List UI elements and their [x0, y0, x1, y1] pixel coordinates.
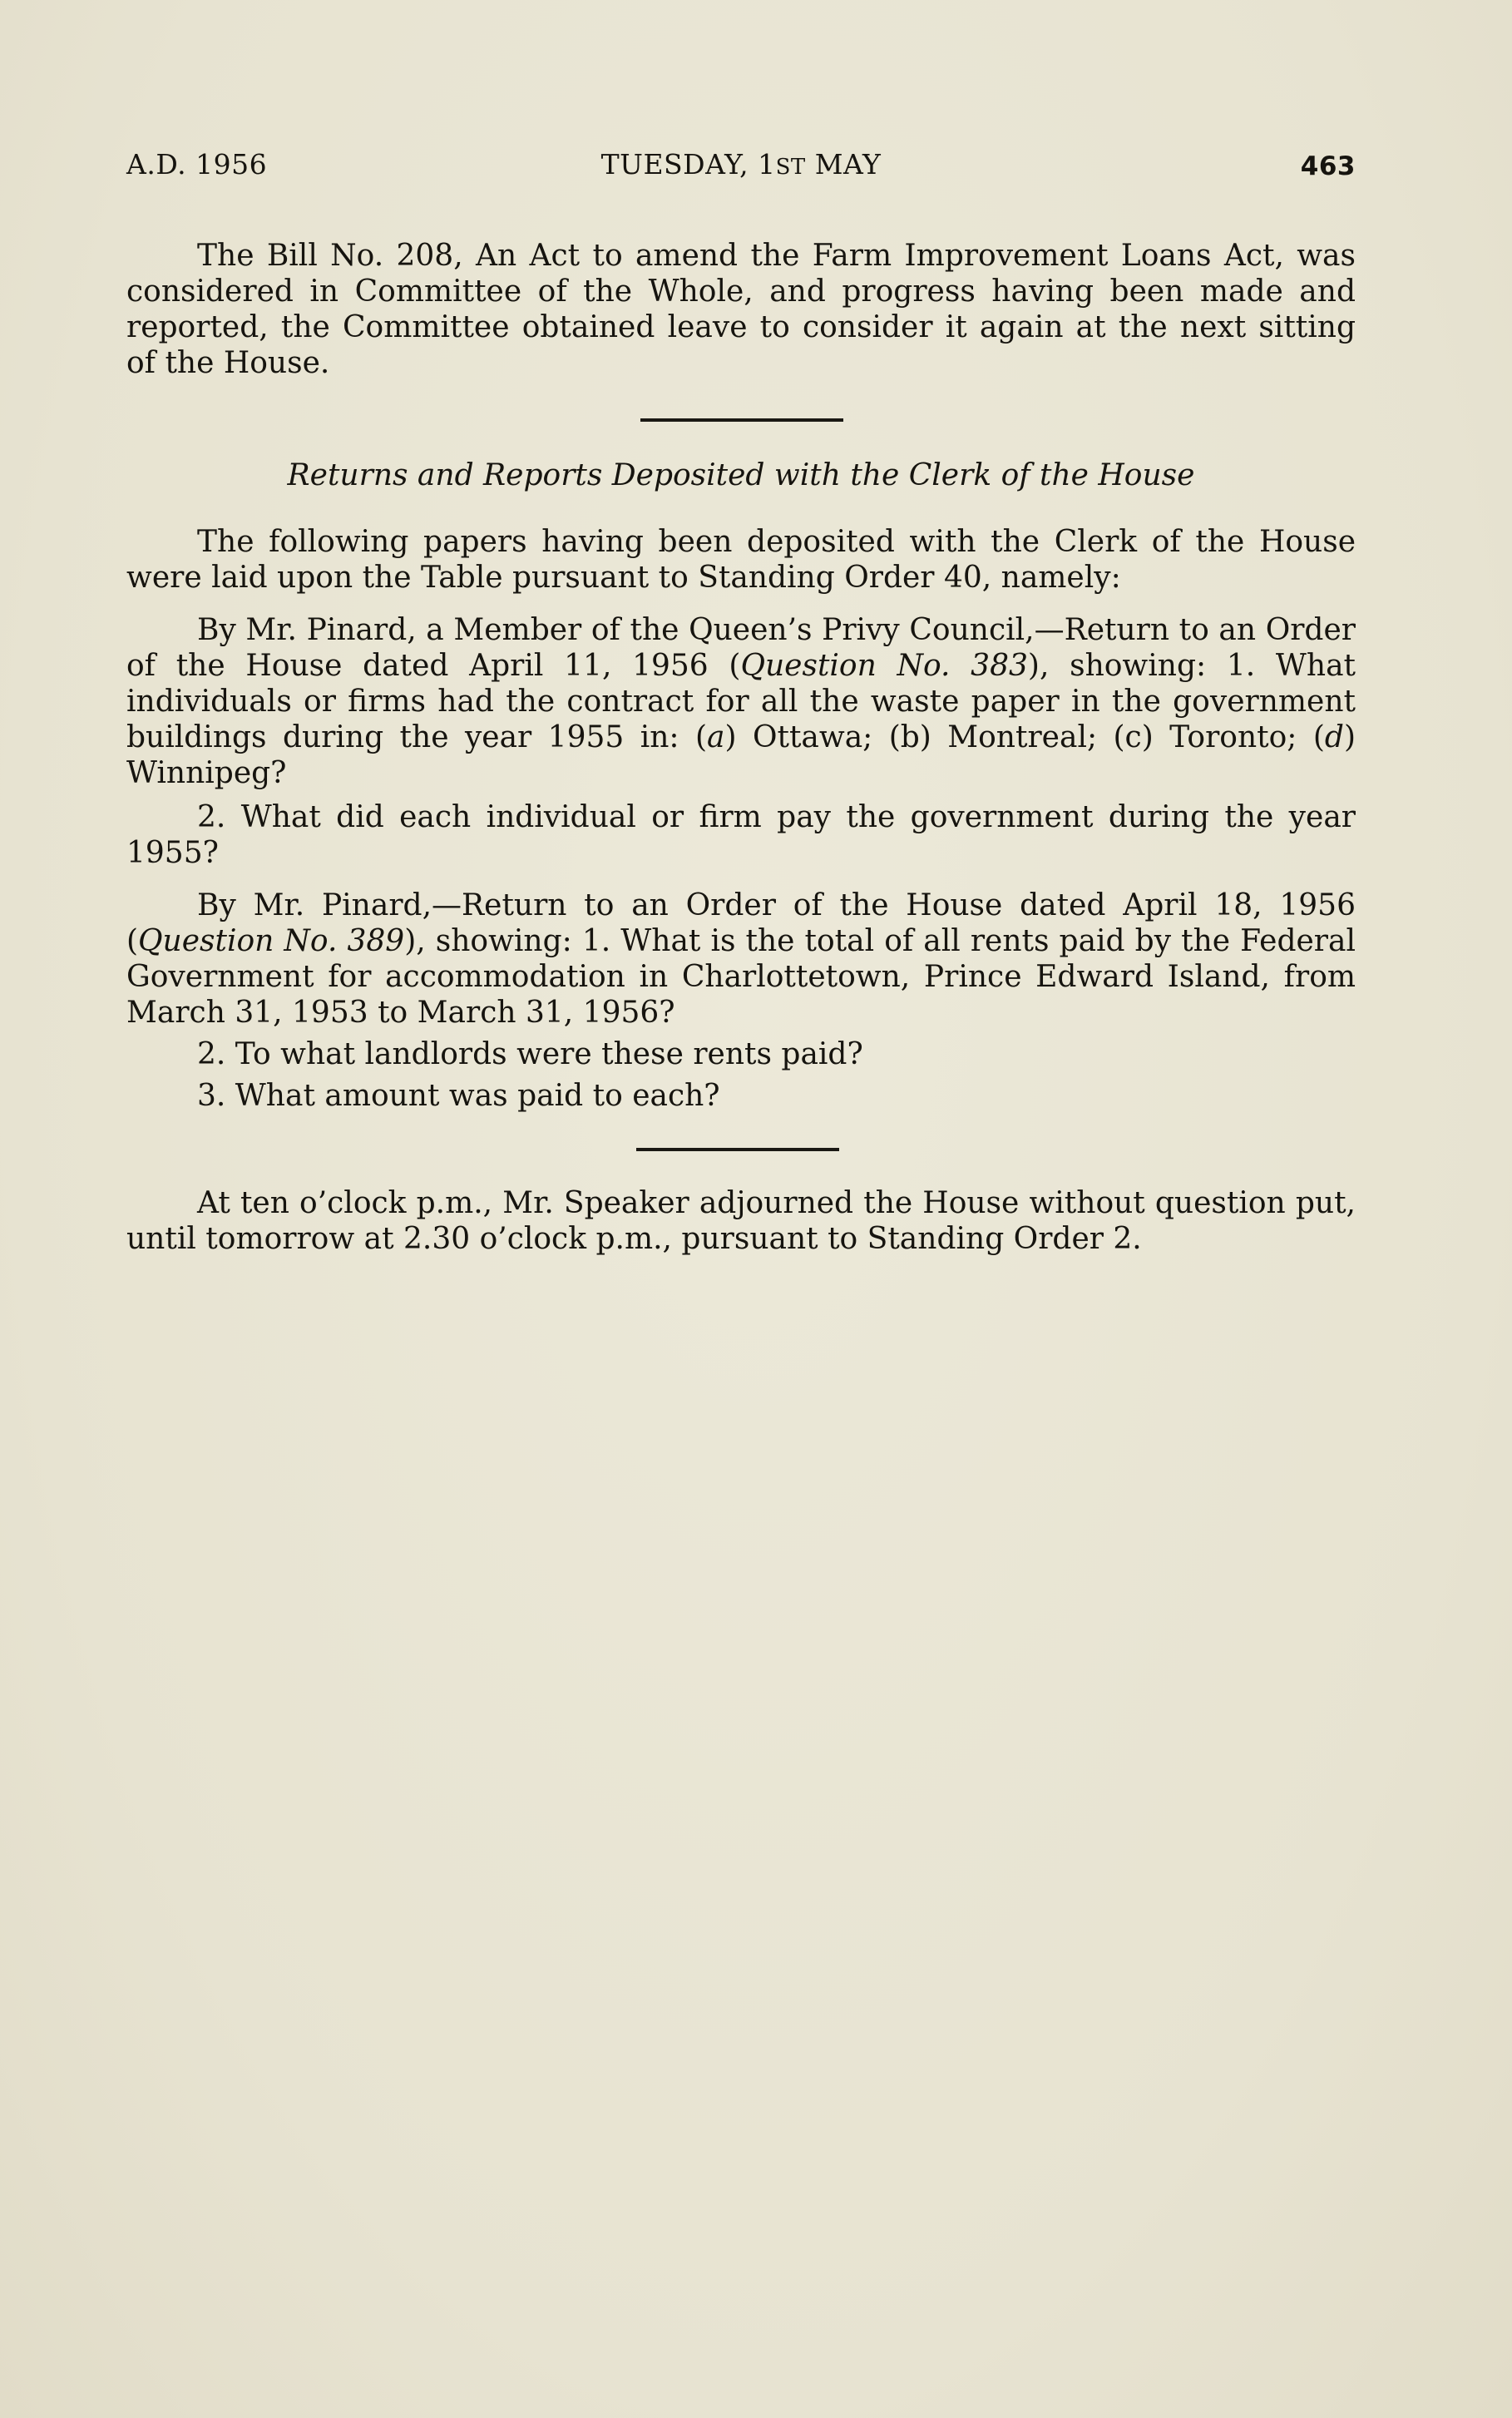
page-number: 463 [1300, 151, 1356, 181]
header-date-prefix: TUESDAY, 1 [600, 148, 776, 180]
return-383-paragraph [126, 612, 1356, 791]
deposited-paragraph: The following papers having been deposited with the Clerk of the House were laid upon the Table pursuant to Standing Order 40, namely: [126, 525, 1356, 595]
bill-paragraph: The Bill No. 208, An Act to amend the Farm Improvement Loans Act, was considered in Committee of the Whole, and progress having been made and reported, the Committee obtained leave to consider it again at the next sitting of the House. [126, 239, 1356, 380]
return-389-post: ), showing: 1. What is the total of all rents paid by the Federal Government for accommodation in Charlottetown, Prince Edward Island, from March 31, 1953 to March 31, 1956? [126, 924, 1356, 1030]
returns-block [126, 524, 1356, 1114]
return-383-a: a [707, 720, 725, 754]
section-heading: Returns and Reports Deposited with the Clerk of the House [287, 458, 1195, 492]
return-389-item-3: 3. What amount was paid to each? [197, 1079, 720, 1113]
return-389-question: Question No. 389 [138, 924, 405, 958]
return-389-pre: By Mr. Pinard,—Return to an Order of the House dated April 18, 1956 ( [126, 888, 1356, 958]
return-383-post-c: ) Winnipeg? [126, 720, 1356, 790]
bill-paragraph-block [126, 238, 1356, 381]
return-383-question: Question No. 383 [740, 649, 1028, 683]
adjourn-paragraph: At ten o’clock p.m., Mr. Speaker adjourned the House without question put, until tomorrow at 2.30 o’clock p.m., pursuant to Standing Order 2. [126, 1186, 1356, 1256]
header-date-suffix: MAY [805, 148, 882, 180]
adjourn-block [126, 1185, 1356, 1257]
header-date-ordinal: ST [775, 155, 806, 180]
header-date [126, 148, 1356, 180]
section-divider-top [640, 418, 843, 422]
return-383-post-b: ) Ottawa; (b) Montreal; (c) Toronto; ( [724, 720, 1325, 754]
return-383-pre: By Mr. Pinard, a Member of the Queen’s Privy Council,—Return to an Order of the House dated April 11, 1956 ( [126, 613, 1356, 683]
return-389-item-2: 2. To what landlords were these rents paid? [197, 1037, 863, 1071]
return-389-paragraph [126, 888, 1356, 1031]
header-year: A.D. 1956 [126, 148, 268, 180]
return-383-item-2: 2. What did each individual or firm pay the government during the year 1955? [126, 800, 1356, 870]
running-header [126, 148, 1356, 190]
section-divider-bottom [636, 1148, 839, 1151]
return-383-d: d [1324, 720, 1344, 754]
return-383-post-a: ), showing: 1. What individuals or firms had the contract for all the waste paper in the government buildings during the year 1955 in: ( [126, 649, 1356, 754]
